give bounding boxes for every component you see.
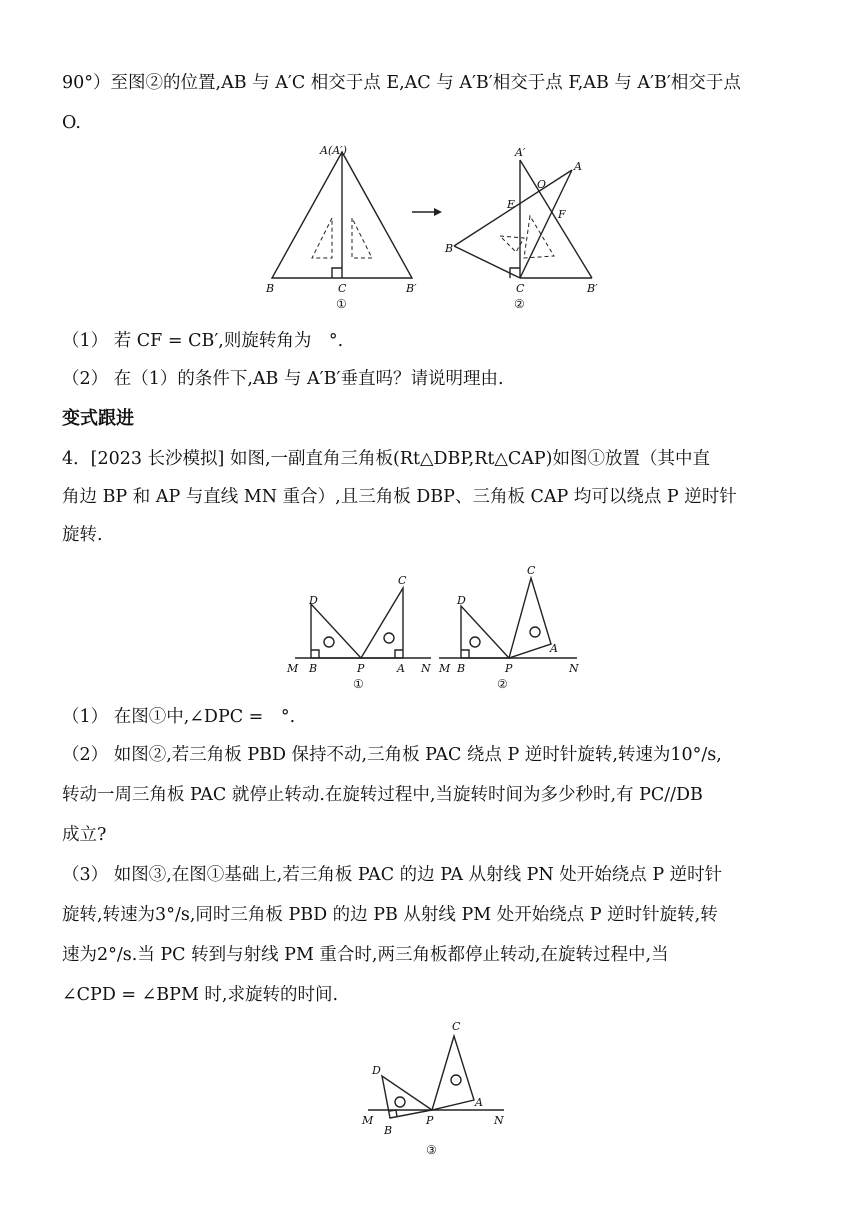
m2-c: C	[527, 564, 536, 577]
m1-a: A	[397, 662, 405, 675]
label-c: C	[338, 282, 347, 295]
b-b: B	[384, 1124, 393, 1137]
part-3-line-1: （3） 如图③,在图①基础上,若三角板 PAC 的边 PA 从射线 PN 处开始绕点 P 逆时针	[62, 865, 723, 885]
question-1: （1） 若 CF = CB′,则旋转角为 °.	[62, 331, 344, 351]
b-caption: ③	[426, 1143, 437, 1157]
m2-n: N	[569, 662, 579, 675]
m1-d: D	[309, 594, 318, 607]
b-n: N	[494, 1114, 504, 1127]
label-apex: A(A′)	[320, 144, 347, 157]
m1-c: C	[398, 574, 407, 587]
b-d: D	[372, 1064, 381, 1077]
part-2-line-2: 转动一周三角板 PAC 就停止转动.在旋转过程中,当旋转时间为多少秒时,有 PC//DB	[62, 785, 703, 805]
problem-4-line-1: 4．[2023 长沙模拟] 如图,一副直角三角板(Rt△DBP,Rt△CAP)如图①放置（其中直	[62, 449, 710, 469]
label-a2: A	[574, 160, 582, 173]
figure-rotation-3	[362, 1018, 542, 1163]
part-3-line-3: 速为2°/s.当 PC 转到与射线 PM 重合时,两三角板都停止转动,在旋转过程中,当	[62, 945, 669, 965]
m1-b: B	[309, 662, 318, 675]
part-2-line-3: 成立?	[62, 825, 107, 845]
b-m: M	[362, 1114, 374, 1127]
part-1: （1） 在图①中,∠DPC = °.	[62, 707, 296, 727]
figure-triangle-rotation	[262, 140, 622, 320]
m1-m: M	[287, 662, 299, 675]
b-p: P	[426, 1114, 434, 1127]
label-b: B	[266, 282, 275, 295]
figure-set-squares	[285, 566, 585, 696]
problem-4-line-3: 旋转.	[62, 525, 103, 545]
label-aprime: A′	[515, 146, 526, 159]
label-f: F	[558, 208, 566, 221]
m2-d: D	[457, 594, 466, 607]
question-2: （2） 在（1）的条件下,AB 与 A′B′垂直吗？请说明理由.	[62, 369, 504, 389]
m2-m: M	[439, 662, 451, 675]
label-e: E	[507, 198, 516, 211]
b-a: A	[475, 1096, 483, 1109]
label-b2: B	[445, 242, 454, 255]
m-caption-2: ②	[497, 677, 508, 691]
label-o: O	[537, 178, 547, 191]
b-c: C	[452, 1020, 461, 1033]
text-line-2: O.	[62, 113, 81, 133]
m2-a: A	[550, 642, 558, 655]
m1-p: P	[357, 662, 365, 675]
label-c2: C	[516, 282, 525, 295]
part-3-line-2: 旋转,转速为3°/s,同时三角板 PBD 的边 PB 从射线 PM 处开始绕点 P 逆时针旋转,转	[62, 905, 718, 925]
m2-p: P	[505, 662, 513, 675]
label-bprime2: B′	[587, 282, 598, 295]
part-3-line-4: ∠CPD = ∠BPM 时,求旋转的时间.	[62, 985, 339, 1005]
text-line-1: 90°）至图②的位置,AB 与 A′C 相交于点 E,AC 与 A′B′相交于点 F,AB 与 A′B′相交于点	[62, 73, 741, 93]
m-caption-1: ①	[353, 677, 364, 691]
part-2-line-1: （2） 如图②,若三角板 PBD 保持不动,三角板 PAC 绕点 P 逆时针旋转,转速为10°/s,	[62, 745, 722, 765]
problem-4-line-2: 角边 BP 和 AP 与直线 MN 重合）,且三角板 DBP、三角板 CAP 均可以绕点 P 逆时针	[62, 487, 737, 507]
caption-2: ②	[514, 297, 525, 311]
label-bprime: B′	[406, 282, 417, 295]
caption-1: ①	[336, 297, 347, 311]
m2-b: B	[457, 662, 466, 675]
section-heading: 变式跟进	[62, 408, 134, 429]
m1-n: N	[421, 662, 431, 675]
